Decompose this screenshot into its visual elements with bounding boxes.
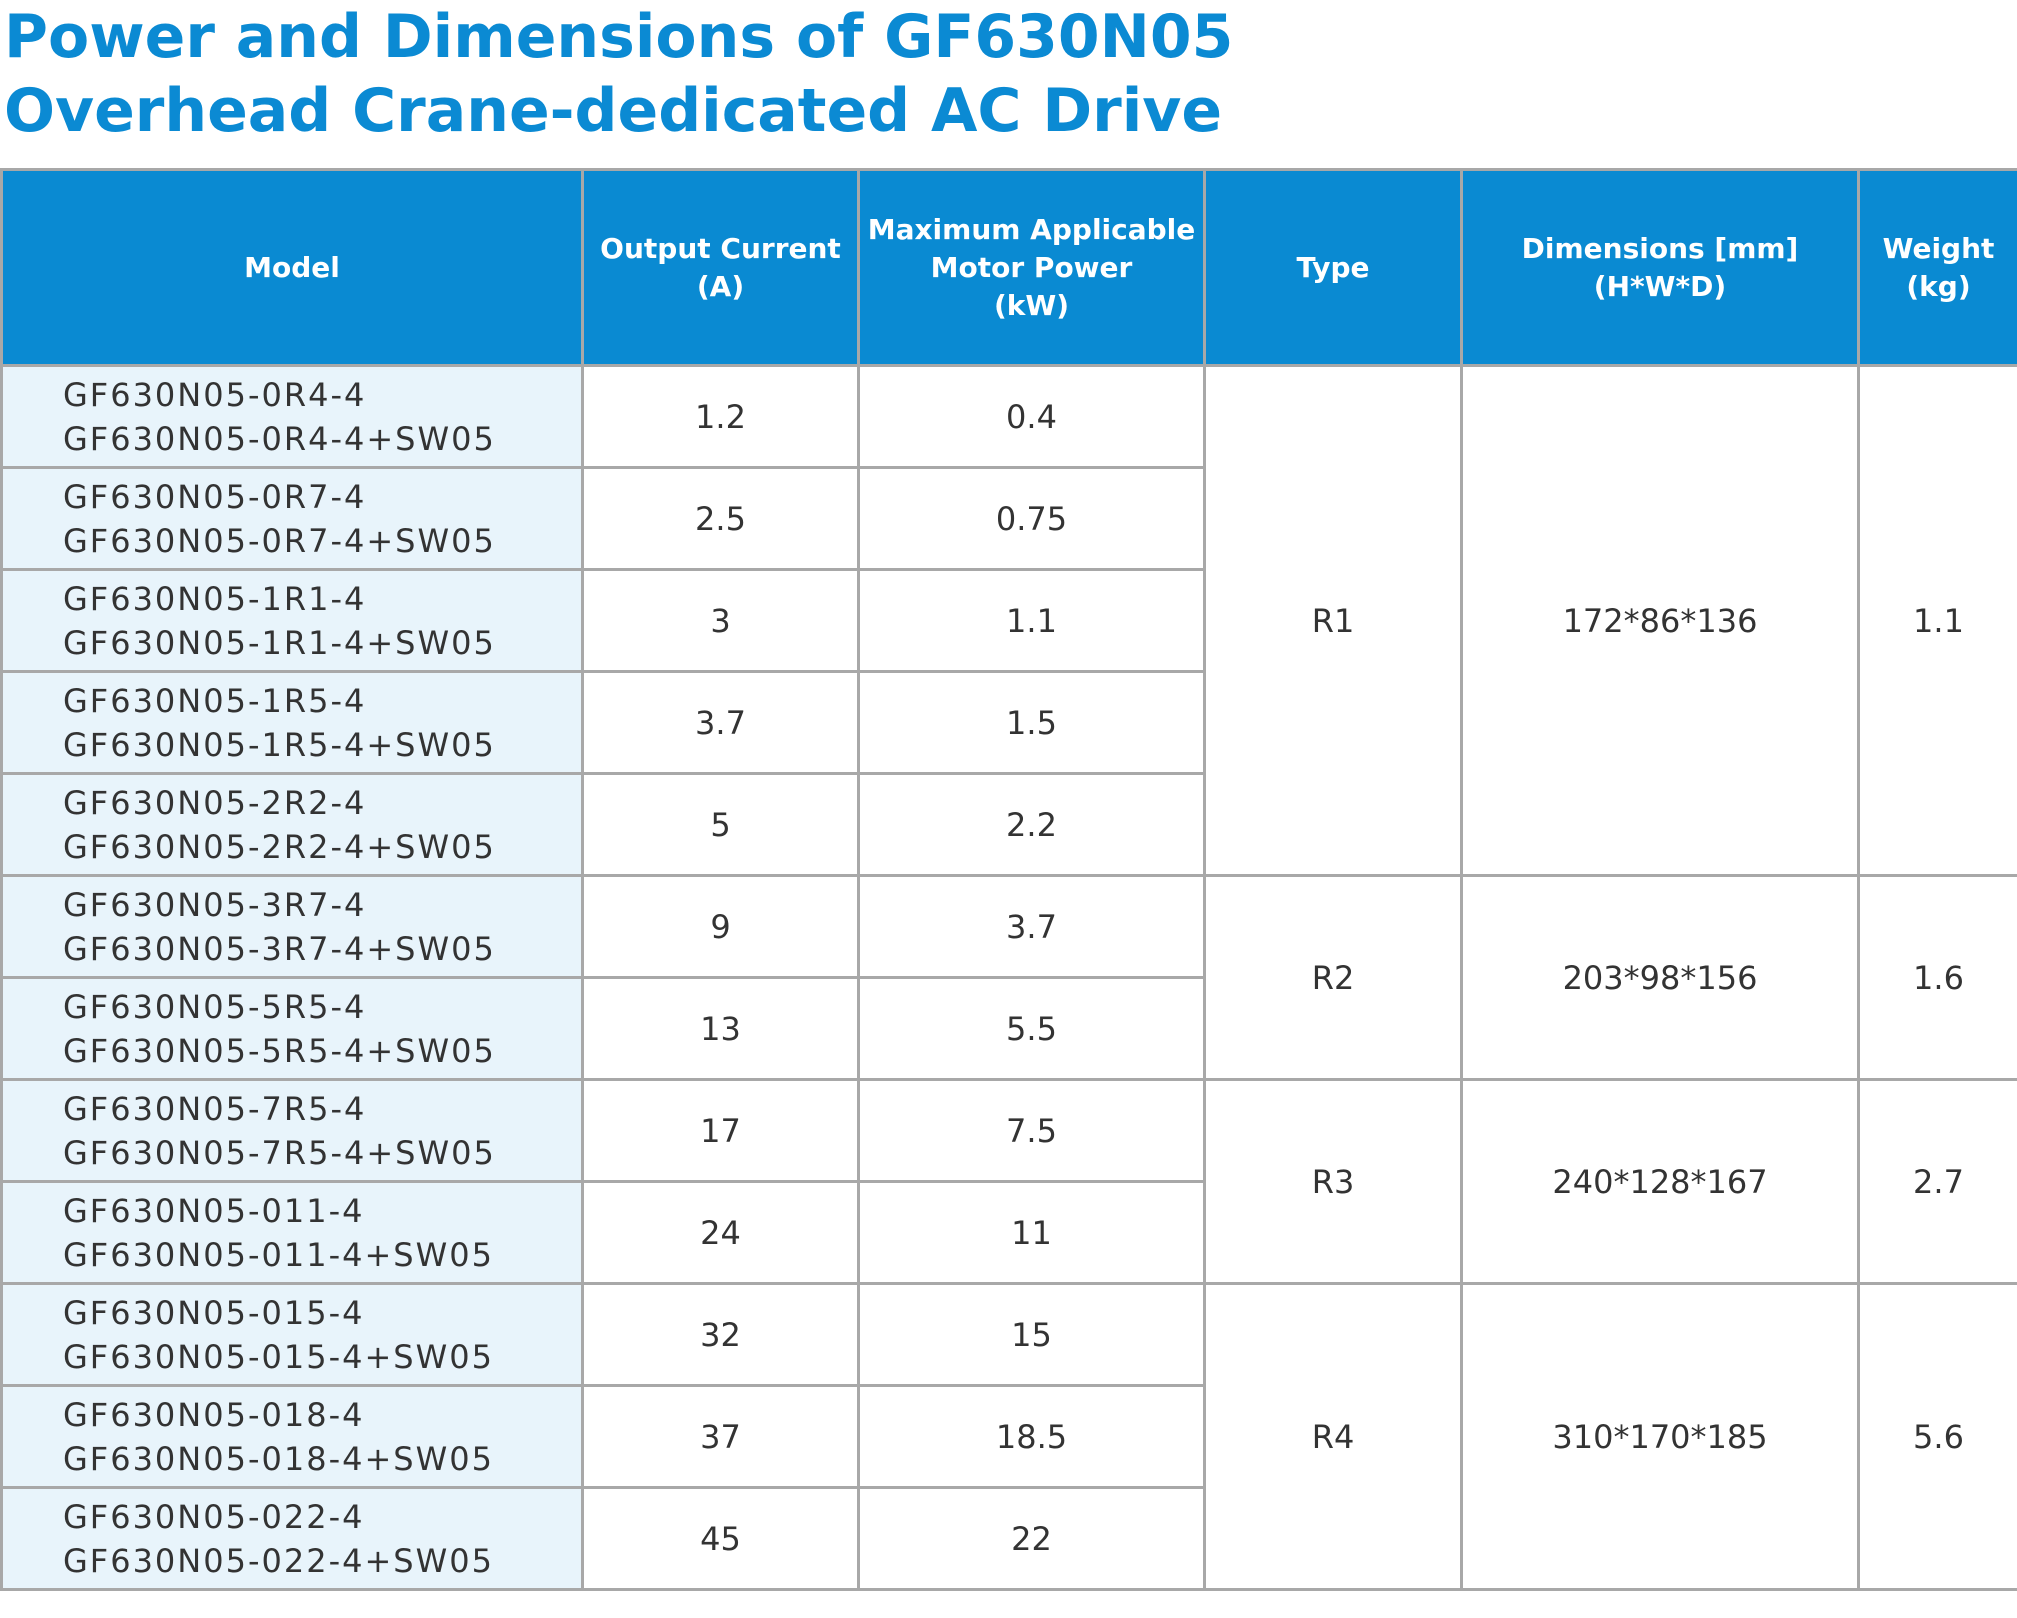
model-name: GF630N05-011-4+SW05 — [63, 1235, 494, 1274]
weight-cell: 1.6 — [1859, 876, 2017, 1080]
output-current-cell: 45 — [583, 1488, 859, 1590]
weight-cell: 1.1 — [1859, 366, 2017, 876]
model-cell — [2, 1080, 583, 1182]
header-dimensions: Dimensions [mm] (H*W*D) — [1462, 170, 1859, 366]
table-body — [2, 366, 2017, 1590]
output-current-cell: 9 — [583, 876, 859, 978]
motor-power-cell: 11 — [859, 1182, 1205, 1284]
header-motor-power: Maximum Applicable Motor Power (kW) — [859, 170, 1205, 366]
weight-cell: 2.7 — [1859, 1080, 2017, 1284]
output-current-cell: 37 — [583, 1386, 859, 1488]
model-name: GF630N05-2R2-4 — [63, 783, 367, 822]
motor-power-cell: 1.5 — [859, 672, 1205, 774]
motor-power-cell: 0.75 — [859, 468, 1205, 570]
model-cell — [2, 1182, 583, 1284]
model-name: GF630N05-018-4 — [63, 1395, 365, 1434]
model-name: GF630N05-1R1-4+SW05 — [63, 623, 496, 662]
dimensions-cell: 203*98*156 — [1462, 876, 1859, 1080]
table-row — [2, 876, 2017, 978]
model-name: GF630N05-022-4+SW05 — [63, 1541, 494, 1580]
model-cell — [2, 774, 583, 876]
model-cell — [2, 570, 583, 672]
model-name: GF630N05-0R7-4 — [63, 477, 367, 516]
model-name: GF630N05-0R4-4+SW05 — [63, 419, 496, 458]
page-title — [4, 0, 1233, 148]
motor-power-cell: 3.7 — [859, 876, 1205, 978]
header-model: Model — [2, 170, 583, 366]
motor-power-cell: 5.5 — [859, 978, 1205, 1080]
type-cell: R1 — [1205, 366, 1462, 876]
model-cell — [2, 978, 583, 1080]
motor-power-cell: 18.5 — [859, 1386, 1205, 1488]
model-name: GF630N05-022-4 — [63, 1497, 365, 1536]
model-cell — [2, 1386, 583, 1488]
output-current-cell: 17 — [583, 1080, 859, 1182]
output-current-cell: 13 — [583, 978, 859, 1080]
type-cell: R2 — [1205, 876, 1462, 1080]
dimensions-cell: 172*86*136 — [1462, 366, 1859, 876]
model-cell — [2, 366, 583, 468]
model-cell — [2, 468, 583, 570]
model-name: GF630N05-5R5-4+SW05 — [63, 1031, 496, 1070]
model-name: GF630N05-015-4+SW05 — [63, 1337, 494, 1376]
model-name: GF630N05-018-4+SW05 — [63, 1439, 494, 1478]
table-row — [2, 366, 2017, 468]
output-current-cell: 32 — [583, 1284, 859, 1386]
model-name: GF630N05-2R2-4+SW05 — [63, 827, 496, 866]
header-row — [2, 170, 2017, 366]
model-name: GF630N05-1R5-4 — [63, 681, 367, 720]
model-name: GF630N05-3R7-4 — [63, 885, 367, 924]
motor-power-cell: 1.1 — [859, 570, 1205, 672]
type-cell: R4 — [1205, 1284, 1462, 1590]
motor-power-cell: 15 — [859, 1284, 1205, 1386]
type-cell: R3 — [1205, 1080, 1462, 1284]
dimensions-cell: 240*128*167 — [1462, 1080, 1859, 1284]
model-cell — [2, 1488, 583, 1590]
model-name: GF630N05-015-4 — [63, 1293, 365, 1332]
output-current-cell: 3 — [583, 570, 859, 672]
model-name: GF630N05-7R5-4 — [63, 1089, 367, 1128]
model-name: GF630N05-7R5-4+SW05 — [63, 1133, 496, 1172]
dimensions-cell: 310*170*185 — [1462, 1284, 1859, 1590]
output-current-cell: 5 — [583, 774, 859, 876]
model-name: GF630N05-011-4 — [63, 1191, 365, 1230]
header-output-current: Output Current (A) — [583, 170, 859, 366]
model-name: GF630N05-1R1-4 — [63, 579, 367, 618]
output-current-cell: 1.2 — [583, 366, 859, 468]
title-line-2: Overhead Crane-dedicated AC Drive — [4, 76, 1223, 146]
output-current-cell: 24 — [583, 1182, 859, 1284]
header-weight: Weight (kg) — [1859, 170, 2017, 366]
output-current-cell: 3.7 — [583, 672, 859, 774]
model-cell — [2, 672, 583, 774]
header-type: Type — [1205, 170, 1462, 366]
spec-table — [0, 168, 2017, 1591]
model-cell — [2, 876, 583, 978]
motor-power-cell: 22 — [859, 1488, 1205, 1590]
title-line-1: Power and Dimensions of GF630N05 — [4, 2, 1234, 72]
model-name: GF630N05-0R7-4+SW05 — [63, 521, 496, 560]
model-name: GF630N05-3R7-4+SW05 — [63, 929, 496, 968]
weight-cell: 5.6 — [1859, 1284, 2017, 1590]
output-current-cell: 2.5 — [583, 468, 859, 570]
table-row — [2, 1080, 2017, 1182]
model-name: GF630N05-0R4-4 — [63, 375, 367, 414]
motor-power-cell: 2.2 — [859, 774, 1205, 876]
motor-power-cell: 7.5 — [859, 1080, 1205, 1182]
table-row — [2, 1284, 2017, 1386]
model-cell — [2, 1284, 583, 1386]
model-name: GF630N05-5R5-4 — [63, 987, 367, 1026]
model-name: GF630N05-1R5-4+SW05 — [63, 725, 496, 764]
motor-power-cell: 0.4 — [859, 366, 1205, 468]
